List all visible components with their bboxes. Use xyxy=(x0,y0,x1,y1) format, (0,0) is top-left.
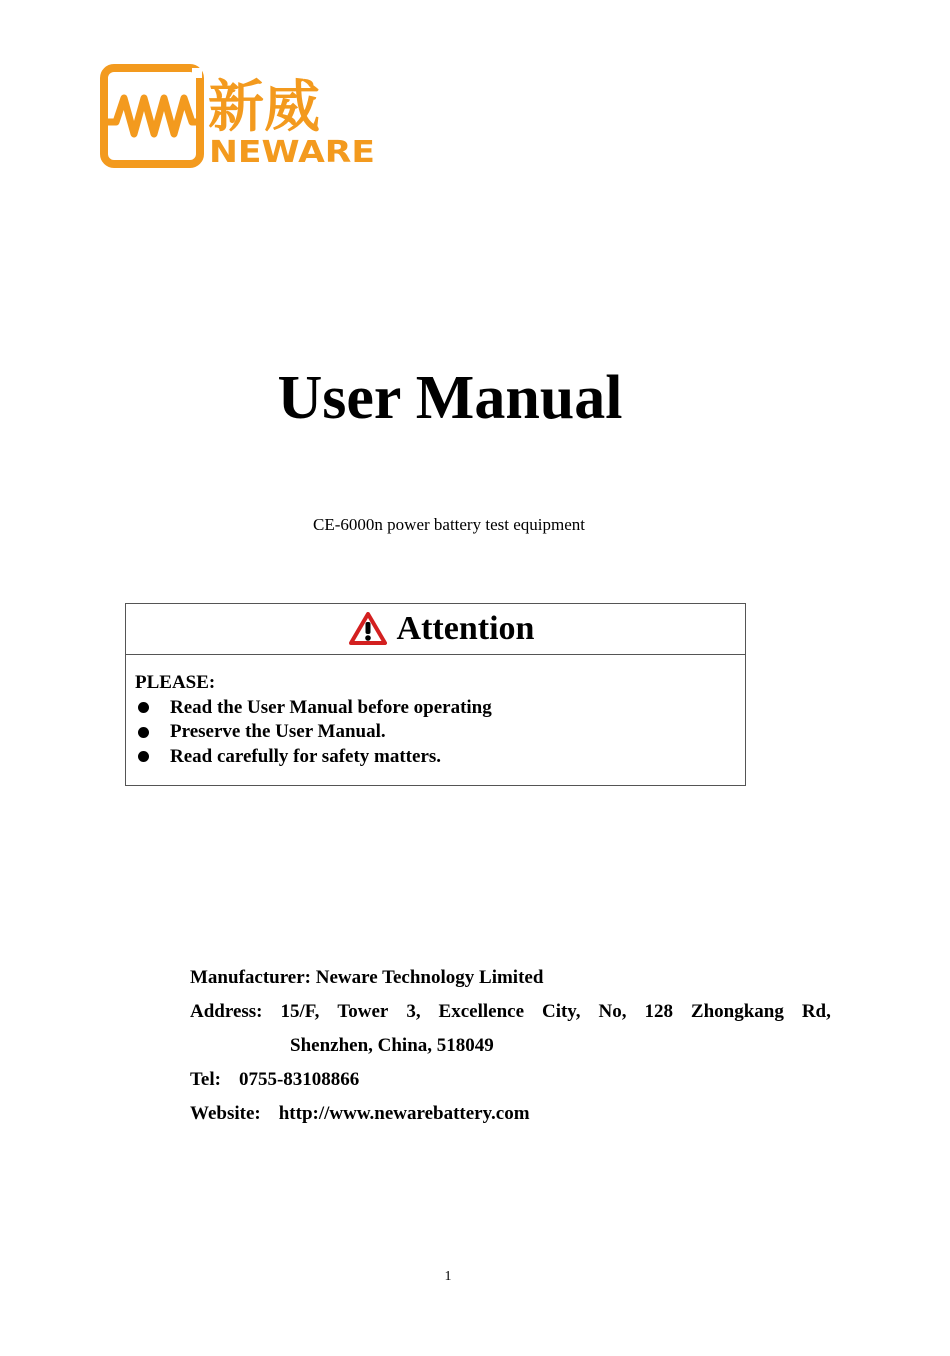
logo-brand-text: NEWARE xyxy=(209,135,375,170)
warning-triangle-icon xyxy=(349,612,387,646)
manufacturer-label: Manufacturer: xyxy=(190,967,312,988)
bullet-icon xyxy=(138,727,149,738)
website-label: Website: xyxy=(190,1103,261,1124)
attention-list xyxy=(135,696,745,770)
bullet-icon xyxy=(138,702,149,713)
list-item: Read the User Manual before operating xyxy=(135,696,745,721)
neware-logo xyxy=(100,64,380,172)
list-item: Preserve the User Manual. xyxy=(135,720,745,745)
attention-box xyxy=(125,603,746,786)
tel-label: Tel: xyxy=(190,1069,221,1090)
tel-number: 0755-83108866 xyxy=(238,1069,360,1090)
attention-header xyxy=(126,604,745,655)
manufacturer-line xyxy=(190,966,831,1000)
logo-chinese-text: 新威 xyxy=(208,75,320,140)
address-label: Address: xyxy=(190,1001,263,1022)
bullet-icon xyxy=(138,751,149,762)
list-item: Read carefully for safety matters. xyxy=(135,745,745,770)
product-subtitle: CE-6000n power battery test equipment xyxy=(313,515,585,534)
address-line: Address: 15/F, Tower 3, Excellence City, No, 128 Zhongkang Rd, xyxy=(190,1000,831,1034)
contact-info xyxy=(190,966,831,1136)
attention-lead: PLEASE: xyxy=(135,672,216,693)
page-number: 1 xyxy=(444,1269,452,1284)
website-line xyxy=(190,1102,831,1136)
address-line-2: Shenzhen, China, 518049 xyxy=(290,1035,494,1056)
attention-body xyxy=(126,655,745,769)
page-title: User Manual xyxy=(277,364,623,432)
attention-title: Attention xyxy=(396,610,535,647)
website-link[interactable]: http://www.newarebattery.com xyxy=(278,1103,530,1124)
manufacturer-name: Neware Technology Limited xyxy=(315,967,544,988)
tel-line xyxy=(190,1068,831,1102)
